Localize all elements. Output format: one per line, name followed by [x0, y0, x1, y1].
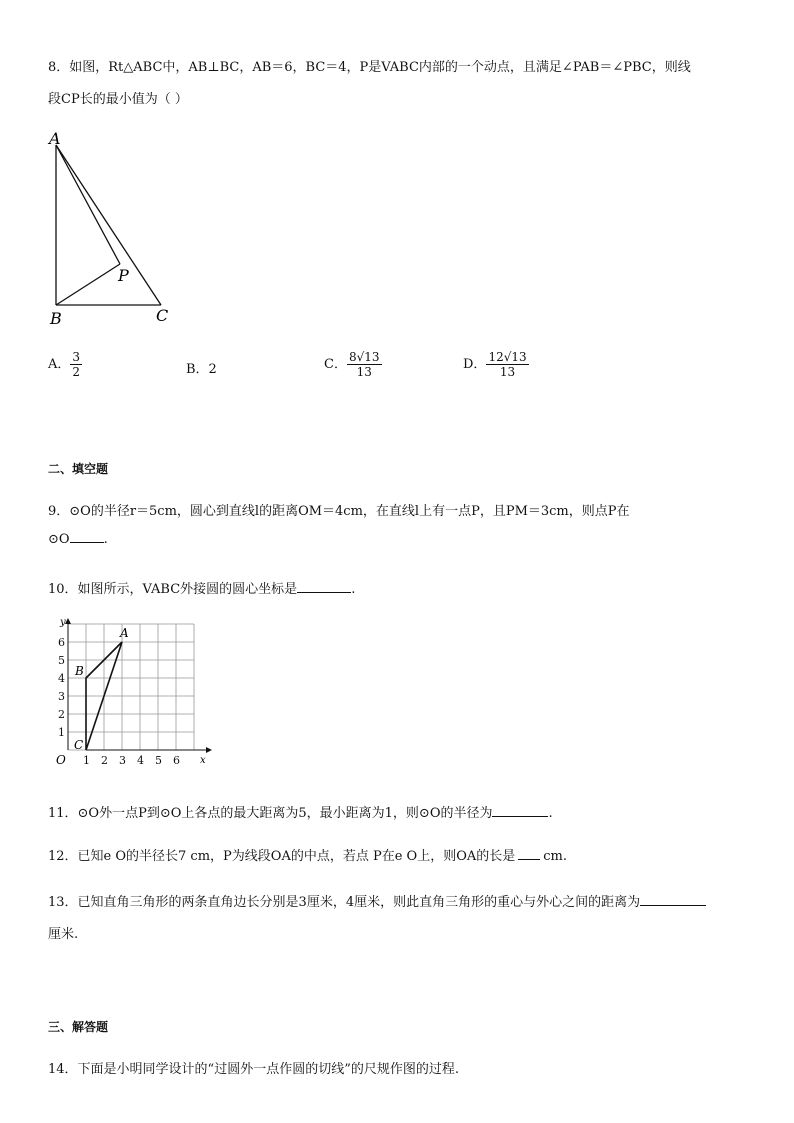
- q8-option-b[interactable]: [186, 358, 217, 377]
- section-fill-in-title: 二、填空题: [48, 462, 109, 476]
- q8-option-d[interactable]: [463, 350, 529, 379]
- q13-text: 13．已知直角三角形的两条直角边长分别是3厘米，4厘米，则此直角三角形的重心与外心之间的距离为: [48, 895, 641, 910]
- q11-end: .: [548, 806, 553, 821]
- q9-line2: ⊙O .: [48, 532, 108, 547]
- option-a-label: A．: [48, 357, 71, 372]
- option-c-label: C．: [324, 357, 347, 372]
- option-a-den: 2: [72, 365, 81, 379]
- q10-end: .: [351, 582, 356, 597]
- segment-ac: [56, 145, 161, 305]
- y-tick-label: 5: [58, 654, 65, 667]
- q9-line2-text: ⊙O: [48, 532, 70, 547]
- q8-triangle-figure: [40, 128, 190, 328]
- x-axis-label: x: [200, 755, 206, 766]
- option-b-label: B．2: [186, 362, 217, 377]
- y-tick-label: 2: [58, 708, 65, 721]
- option-d-label: D．: [463, 357, 487, 372]
- option-c-den: 13: [356, 365, 372, 379]
- point-c-label: C: [74, 738, 84, 752]
- option-c-num: 8√13: [348, 350, 380, 364]
- y-tick-label: 1: [58, 726, 65, 739]
- q10-coordinate-grid: [40, 612, 220, 782]
- segment-bp: [56, 264, 120, 305]
- y-tick-label: 4: [58, 672, 65, 685]
- q13-answer-blank[interactable]: [640, 905, 706, 906]
- q12-text: 12．已知e O的半径长7 cm，P为线段OA的中点，若点 P在e O上，则OA的长是: [48, 849, 516, 864]
- q8-line2: 段CP长的最小值为（ ）: [48, 92, 188, 107]
- x-tick-label: 6: [173, 754, 180, 767]
- option-a-num: 3: [72, 350, 81, 364]
- grid-lines: [68, 624, 194, 750]
- y-axis-label: y: [60, 617, 66, 628]
- y-tick-label: 6: [58, 636, 65, 649]
- q8-option-a[interactable]: [48, 350, 82, 379]
- label-b: B: [50, 309, 62, 328]
- x-tick-label: 2: [101, 754, 108, 767]
- q12-end: cm.: [543, 849, 567, 864]
- x-tick-label: 3: [119, 754, 126, 767]
- x-tick-label: 1: [83, 754, 90, 767]
- q10-answer-blank[interactable]: [297, 592, 351, 593]
- y-axis-arrow: [65, 618, 71, 624]
- q10-line: [48, 578, 355, 597]
- option-d-den: 13: [499, 365, 516, 379]
- x-axis-arrow: [206, 747, 212, 753]
- x-tick-label: 4: [137, 754, 144, 767]
- label-c: C: [156, 306, 169, 325]
- y-tick-label: 3: [58, 690, 65, 703]
- origin-label: O: [56, 753, 66, 767]
- q13-line1: [48, 891, 706, 910]
- section-answer-title: 三、解答题: [48, 1020, 109, 1034]
- point-a-label: A: [120, 626, 129, 640]
- q11-text: 11．⊙O外一点P到⊙O上各点的最大距离为5，最小距离为1，则⊙O的半径为: [48, 806, 493, 821]
- point-b-label: B: [75, 664, 84, 678]
- label-a: A: [49, 129, 61, 148]
- q13-line2: 厘米.: [48, 927, 79, 942]
- q8-line1: 8．如图，Rt△ABC中，AB⊥BC，AB＝6，BC＝4，P是VABC内部的一个动点，且满足∠PAB＝∠PBC，则线: [48, 60, 691, 75]
- q14-line: 14．下面是小明同学设计的“过圆外一点作圆的切线”的尺规作图的过程.: [48, 1062, 459, 1077]
- q11-line: [48, 802, 553, 821]
- q12-line: [48, 845, 567, 864]
- q9-answer-blank[interactable]: [70, 542, 104, 543]
- q12-answer-blank[interactable]: [518, 859, 540, 860]
- option-d-num: 12√13: [488, 350, 527, 364]
- segment-ap: [56, 145, 120, 264]
- option-c-fraction: [347, 350, 382, 379]
- q11-answer-blank[interactable]: [492, 816, 548, 817]
- q8-option-c[interactable]: [324, 350, 382, 379]
- x-tick-label: 5: [155, 754, 162, 767]
- option-d-fraction: [486, 350, 528, 379]
- q9-line1: 9．⊙O的半径r＝5cm，圆心到直线l的距离OM＝4cm，在直线l上有一点P，且PM＝3cm，则点P在: [48, 504, 630, 519]
- option-a-fraction: [70, 350, 82, 379]
- label-p: P: [118, 266, 129, 285]
- q10-text: 10．如图所示，VABC外接圆的圆心坐标是: [48, 582, 298, 597]
